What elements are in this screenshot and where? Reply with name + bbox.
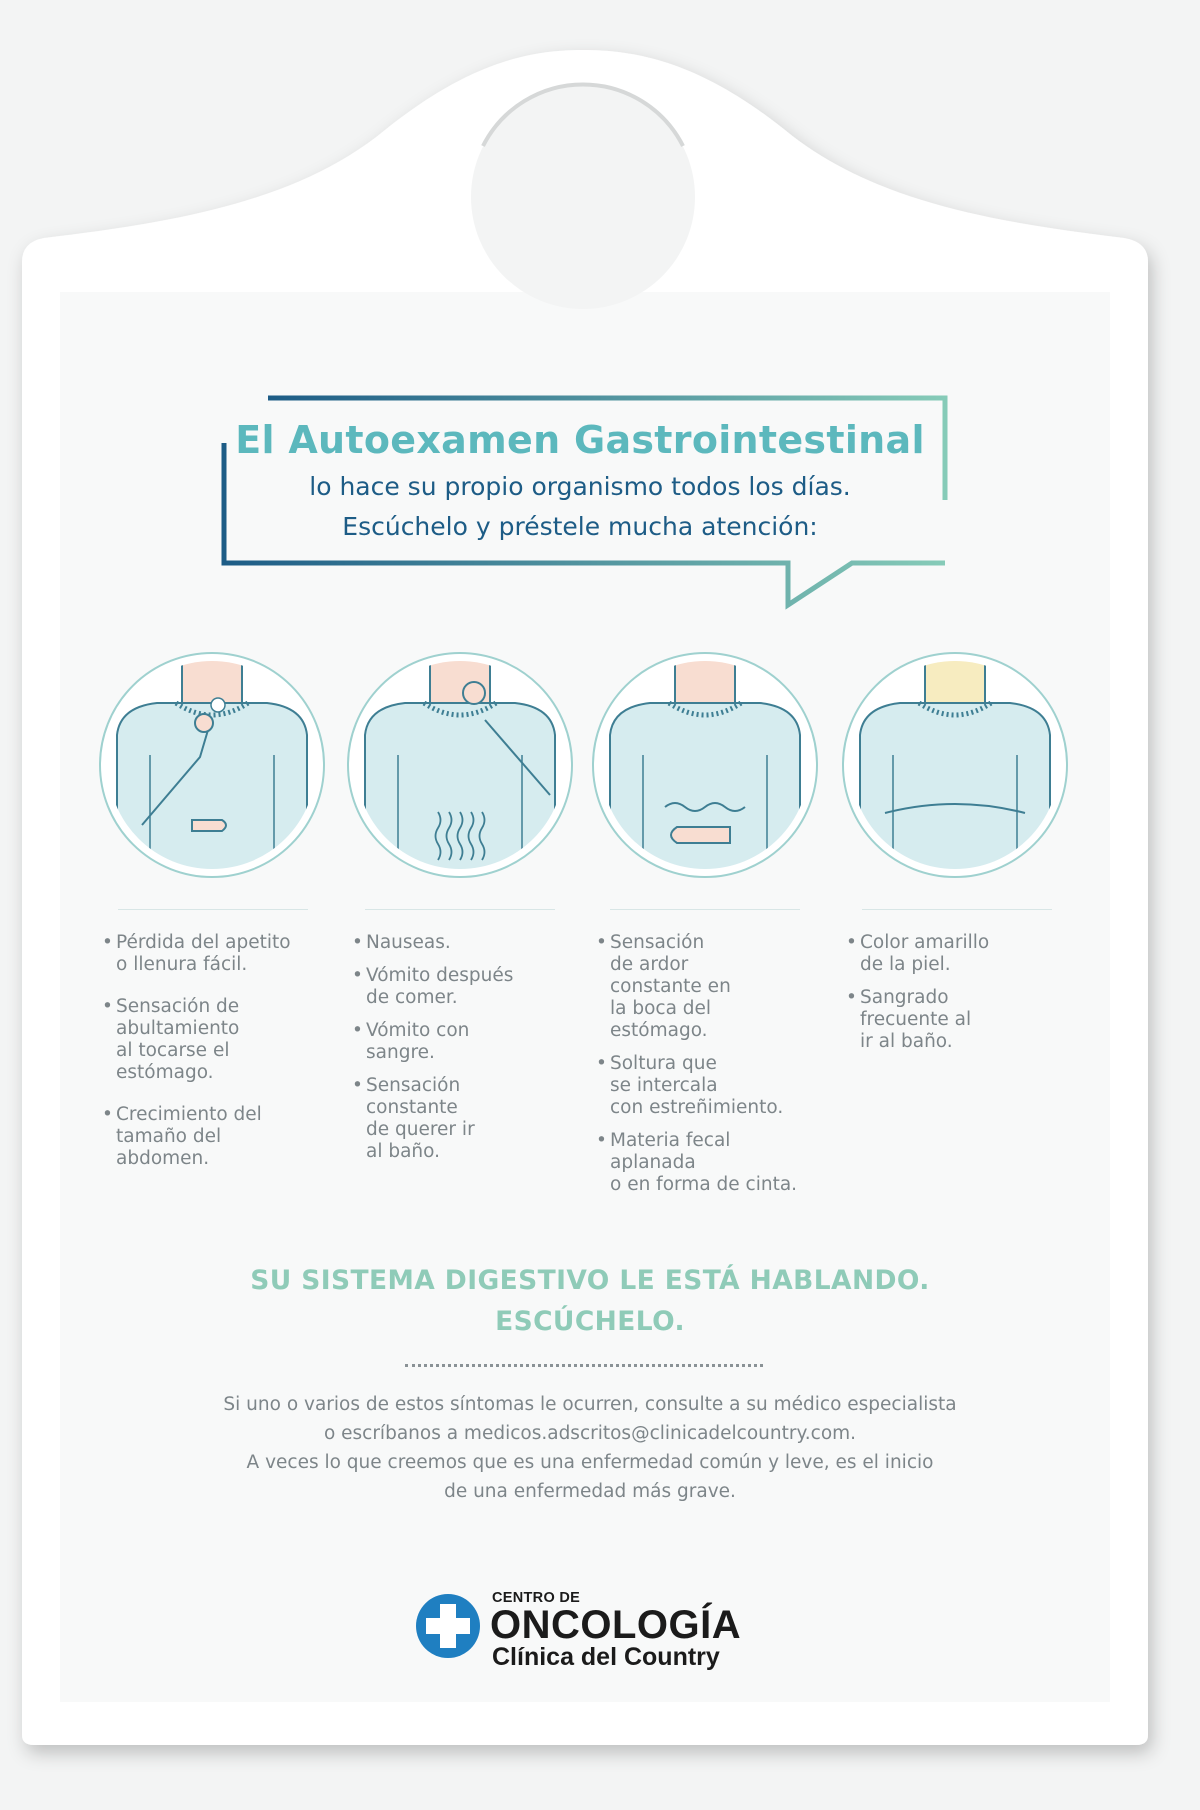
symptom-item: • Vómito con sangre. — [352, 1020, 557, 1064]
symptom-item: • Nauseas. — [352, 932, 557, 954]
column-divider — [365, 909, 555, 910]
logo-main-text: ONCOLOGÍA — [490, 1603, 742, 1647]
symptom-item: • Soltura que se intercala con estreñimiento. — [596, 1053, 801, 1119]
subheadline-line-2: Escúchelo y préstele mucha atención: — [342, 512, 818, 541]
column-divider — [862, 909, 1052, 910]
logo-sub-text: Clínica del Country — [492, 1643, 720, 1671]
symptom-column-4 — [846, 932, 1051, 1064]
symptom-item: • Sangrado frecuente al ir al baño. — [846, 987, 1051, 1053]
symptom-item: • Color amarillo de la piel. — [846, 932, 1051, 976]
symptom-item: • Vómito después de comer. — [352, 965, 557, 1009]
subheadline-line-1: lo hace su propio organismo todos los días. — [309, 472, 851, 501]
symptom-item: • Sensación constante de querer ir al baño. — [352, 1075, 557, 1163]
footer-line-1: Si uno o varios de estos síntomas le ocurren, consulte a su médico especialista — [223, 1394, 957, 1415]
headline: El Autoexamen Gastrointestinal — [235, 418, 925, 462]
slogan-line-1: SU SISTEMA DIGESTIVO LE ESTÁ HABLANDO. — [250, 1265, 930, 1296]
symptom-column-1 — [102, 932, 307, 1190]
footer-line-4: de una enfermedad más grave. — [444, 1481, 736, 1502]
symptom-column-3 — [596, 932, 801, 1207]
footer-line-3: A veces lo que creemos que es una enfermedad común y leve, es el inicio — [246, 1452, 934, 1473]
symptom-item: • Crecimiento del tamaño del abdomen. — [102, 1104, 307, 1170]
slogan-line-2: ESCÚCHELO. — [495, 1306, 685, 1337]
symptom-item: • Pérdida del apetito o llenura fácil. — [102, 932, 307, 976]
dotted-divider — [405, 1364, 763, 1367]
symptom-item: • Sensación de ardor constante en la boca del estómago. — [596, 932, 801, 1042]
medical-cross-icon — [414, 1592, 482, 1660]
column-divider — [610, 909, 800, 910]
symptom-column-2 — [352, 932, 557, 1174]
logo-small-text: CENTRO DE — [492, 1590, 581, 1606]
footer-line-2: o escríbanos a medicos.adscritos@clinicadelcountry.com. — [323, 1423, 857, 1444]
column-divider — [118, 909, 308, 910]
symptom-item: • Materia fecal aplanada o en forma de cinta. — [596, 1130, 801, 1196]
symptom-item: • Sensación de abultamiento al tocarse el estómago. — [102, 996, 307, 1084]
